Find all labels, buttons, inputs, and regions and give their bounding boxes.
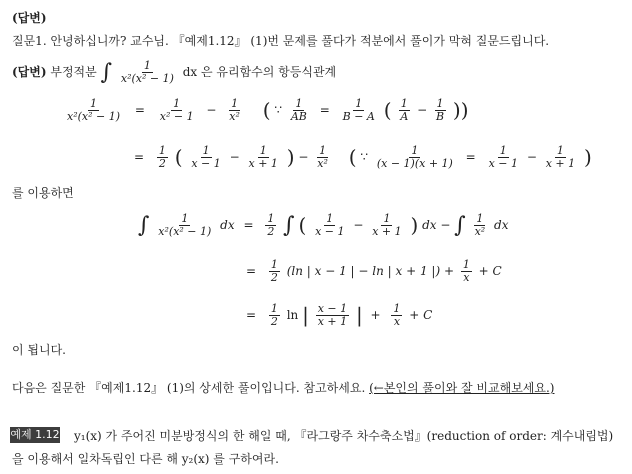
question-text: 질문1. 안녕하십니까? 교수님. 『예제1.12』 (1)번 문제를 풀다가 적분에서 풀이가 막혀 질문드립니다.	[12, 34, 550, 48]
example-line-2: 을 이용해서 일차독립인 다른 해 y₂(x) 를 구하여라.	[12, 452, 279, 466]
detail-line	[12, 382, 554, 396]
example-badge: 예제 1.12	[10, 428, 60, 441]
answer-suffix: dx 은 유리함수의 항등식관계	[182, 65, 337, 80]
example-line-1: y₁(x) 가 주어진 미분방정식의 한 해일 때, 『라그랑주 차수축소법』(reduction of order: 계수내림법)	[74, 429, 614, 443]
integral-sign: ∫	[100, 60, 113, 85]
equation-2: = $\frac{1}{2}$ ( $\frac{1}{x - 1}$ − $\frac{1}{x + 1}$ ) − $\frac{1}{\text{x²}}$ ( ∵ $\frac{1}{(x - 1)(x + 1)}$ = $\frac{1}{x - 1}$ − $\frac{1}{x + 1}$ )	[134, 144, 592, 170]
equation-4: = $\frac{1}{2}$ (ln | x − 1 | − ln | x + 1 |) + $\frac{1}{x}$ + C	[246, 258, 502, 284]
detail-text: 다음은 질문한 『예제1.12』 (1)의 상세한 풀이입니다. 참고하세요.	[12, 381, 366, 395]
intro-fraction: $\frac{1}{\text{x²(x² − 1)}}$	[120, 59, 174, 85]
answer-intro	[12, 60, 336, 85]
answer-label: (답변)	[12, 65, 47, 80]
answer-prefix: 부정적분	[50, 65, 97, 80]
equation-1: $\frac{1}{\text{x²(x² − 1)}}$ = $\frac{1}{\text{x² − 1}}$ − $\frac{1}{\text{x²}}$ ( ∵ $\frac{1}{AB}$ = $\frac{1}{B - A}$ ( $\frac{1}{A}$ − $\frac{1}{B}$ ))	[67, 97, 469, 123]
compare-note: (←본인의 풀이와 잘 비교해보세요.)	[369, 381, 555, 395]
equation-5: = $\frac{1}{2}$ ln | $\frac{x - 1}{x + 1}$ | + $\frac{1}{x}$ + C	[246, 302, 433, 328]
section-title: (답변)	[12, 11, 47, 25]
text-use: 를 이용하면	[12, 186, 74, 200]
text-done: 이 됩니다.	[12, 343, 66, 357]
equation-3: ∫ $\frac{1}{\text{x²(x² − 1)}}$ dx = $\frac{1}{2}$ ∫ ( $\frac{1}{x - 1}$ − $\frac{1}{x + 1}$ ) dx − ∫ $\frac{1}{\text{x²}}$ dx	[138, 212, 509, 238]
